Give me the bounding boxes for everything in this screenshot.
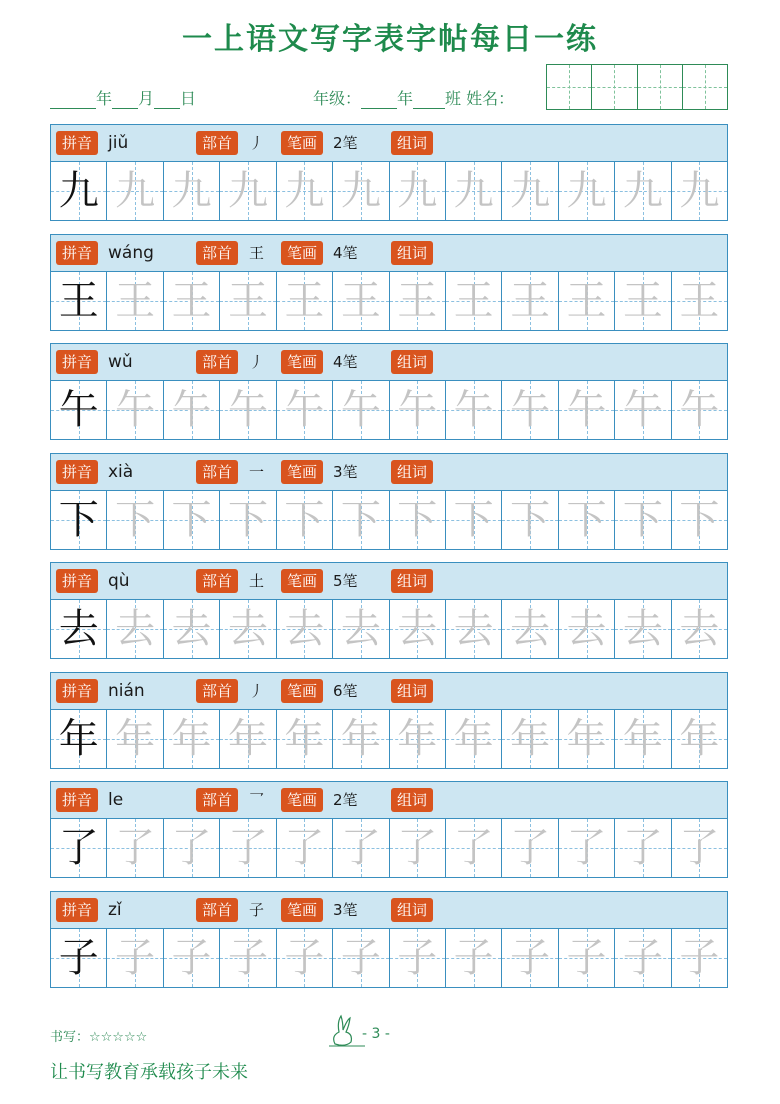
tracing-cell[interactable] <box>672 272 727 330</box>
trace-character: 王 <box>566 277 607 324</box>
trace-character: 去 <box>510 606 551 652</box>
trace-character: 年 <box>397 715 438 762</box>
trace-character: 下 <box>397 496 438 543</box>
writing-grid <box>51 381 727 439</box>
tracing-cell[interactable] <box>107 162 163 220</box>
tracing-cell[interactable] <box>333 162 389 220</box>
character-row <box>50 234 728 331</box>
tracing-cell[interactable] <box>502 381 558 439</box>
trace-character: 了 <box>510 825 551 871</box>
tracing-cell[interactable] <box>277 600 333 658</box>
tracing-cell[interactable] <box>559 710 615 768</box>
tracing-cell[interactable] <box>446 819 502 877</box>
writing-grid <box>51 929 727 987</box>
trace-character: 年 <box>171 715 212 762</box>
trace-character: 子 <box>284 934 325 981</box>
pinyin-tag: 拼音 <box>56 460 98 484</box>
tracing-cell[interactable] <box>107 710 163 768</box>
pinyin-value: qù <box>108 571 130 591</box>
trace-character: 年 <box>679 715 720 762</box>
tracing-cell[interactable] <box>559 819 615 877</box>
tracing-cell[interactable] <box>390 381 446 439</box>
tracing-cell[interactable] <box>502 600 558 658</box>
tracing-cell[interactable] <box>333 381 389 439</box>
trace-character: 下 <box>510 496 551 543</box>
trace-character: 午 <box>171 387 212 433</box>
strokes-value: 3笔 <box>333 900 358 919</box>
tracing-cell[interactable] <box>107 929 163 987</box>
words-tag: 组词 <box>391 241 433 265</box>
tracing-cell[interactable] <box>107 381 163 439</box>
trace-character: 子 <box>397 934 438 981</box>
trace-character: 九 <box>171 168 212 214</box>
trace-character: 九 <box>622 168 663 214</box>
trace-character: 去 <box>284 606 325 652</box>
tracing-cell[interactable] <box>164 272 220 330</box>
grade-line <box>313 86 514 109</box>
trace-character: 去 <box>453 606 494 652</box>
strokes-value: 2笔 <box>333 791 358 809</box>
tracing-cell[interactable] <box>615 710 671 768</box>
tracing-cell[interactable] <box>277 491 333 549</box>
trace-character: 下 <box>622 496 663 543</box>
trace-character: 九 <box>453 168 494 214</box>
strokes-tag: 笔画 <box>281 788 323 812</box>
trace-character: 下 <box>171 496 212 543</box>
pinyin-tag: 拼音 <box>56 350 98 374</box>
tracing-cell[interactable] <box>164 819 220 877</box>
trace-character: 下 <box>284 496 325 543</box>
trace-character: 九 <box>397 168 438 214</box>
slogan: 让书写教育承载孩子未来 <box>50 1062 248 1083</box>
radical-value: 乛 <box>249 791 265 809</box>
tracing-cell[interactable] <box>390 819 446 877</box>
trace-character: 年 <box>340 715 381 762</box>
trace-character: 王 <box>171 277 212 324</box>
tracing-cell[interactable] <box>559 929 615 987</box>
trace-character: 了 <box>397 825 438 871</box>
radical-tag: 部首 <box>196 131 238 155</box>
tracing-cell[interactable] <box>220 929 276 987</box>
model-character: 下 <box>58 496 99 543</box>
words-tag: 组词 <box>391 569 433 593</box>
page-number: - 3 - <box>362 1026 390 1042</box>
tracing-cell[interactable] <box>164 491 220 549</box>
trace-character: 午 <box>566 387 607 433</box>
pinyin-value: wǔ <box>108 352 133 372</box>
grade-blank[interactable] <box>361 92 397 109</box>
trace-character: 去 <box>397 606 438 652</box>
radical-tag: 部首 <box>196 460 238 484</box>
month-label: 月 <box>138 89 155 108</box>
radical-value: 子 <box>249 900 265 919</box>
pinyin-tag: 拼音 <box>56 679 98 703</box>
words-tag: 组词 <box>391 788 433 812</box>
words-tag: 组词 <box>391 350 433 374</box>
tracing-cell[interactable] <box>220 710 276 768</box>
tracing-cell[interactable] <box>672 819 727 877</box>
radical-tag: 部首 <box>196 898 238 922</box>
tracing-cell[interactable] <box>333 600 389 658</box>
radical-tag: 部首 <box>196 241 238 265</box>
pinyin-value: zǐ <box>108 899 122 920</box>
character-info-bar <box>51 454 727 491</box>
character-row <box>50 562 728 659</box>
trace-character: 下 <box>340 496 381 543</box>
tracing-cell[interactable] <box>502 162 558 220</box>
grade-year-label: 年 <box>397 89 414 108</box>
tracing-cell[interactable] <box>559 381 615 439</box>
writing-rating: 书写：☆☆☆☆☆ <box>50 1030 148 1045</box>
tracing-cell[interactable] <box>333 491 389 549</box>
trace-character: 午 <box>115 387 156 433</box>
trace-character: 年 <box>566 715 607 762</box>
character-info-bar <box>51 235 727 272</box>
trace-character: 年 <box>622 715 663 762</box>
tracing-cell[interactable] <box>277 819 333 877</box>
trace-character: 王 <box>679 277 720 324</box>
tracing-cell[interactable] <box>672 710 727 768</box>
words-tag: 组词 <box>391 679 433 703</box>
tracing-cell[interactable] <box>672 600 727 658</box>
words-tag: 组词 <box>391 131 433 155</box>
tracing-cell[interactable] <box>559 272 615 330</box>
trace-character: 去 <box>566 606 607 652</box>
trace-character: 王 <box>510 277 551 324</box>
trace-character: 王 <box>453 277 494 324</box>
model-character-cell <box>51 929 107 987</box>
tracing-cell[interactable] <box>672 491 727 549</box>
model-character-cell <box>51 381 107 439</box>
tracing-cell[interactable] <box>615 162 671 220</box>
trace-character: 子 <box>566 934 607 981</box>
character-info-bar <box>51 125 727 162</box>
model-character-cell <box>51 491 107 549</box>
trace-character: 子 <box>622 934 663 981</box>
pinyin-value: nián <box>108 680 145 701</box>
trace-character: 下 <box>115 496 156 543</box>
trace-character: 午 <box>284 387 325 433</box>
pinyin-tag: 拼音 <box>56 131 98 155</box>
trace-character: 午 <box>510 387 551 433</box>
tracing-cell[interactable] <box>220 600 276 658</box>
tracing-cell[interactable] <box>390 491 446 549</box>
tracing-cell[interactable] <box>164 162 220 220</box>
year-blank[interactable] <box>50 92 96 109</box>
tracing-cell[interactable] <box>672 162 727 220</box>
tracing-cell[interactable] <box>164 600 220 658</box>
strokes-value: 4笔 <box>333 353 358 371</box>
model-character-cell <box>51 162 107 220</box>
tracing-cell[interactable] <box>390 710 446 768</box>
radical-value: 王 <box>249 243 265 262</box>
radical-value: 丿 <box>249 681 265 700</box>
trace-character: 九 <box>679 168 720 214</box>
writing-grid <box>51 272 727 330</box>
strokes-value: 2笔 <box>333 134 358 152</box>
character-info-bar <box>51 563 727 600</box>
tracing-cell[interactable] <box>615 491 671 549</box>
character-info-bar <box>51 673 727 710</box>
trace-character: 下 <box>679 496 720 543</box>
words-tag: 组词 <box>391 460 433 484</box>
trace-character: 了 <box>227 825 268 871</box>
trace-character: 子 <box>510 934 551 981</box>
tracing-cell[interactable] <box>333 929 389 987</box>
character-row <box>50 124 728 221</box>
trace-character: 午 <box>622 387 663 433</box>
pinyin-value: wáng <box>108 242 154 263</box>
tracing-cell[interactable] <box>446 929 502 987</box>
radical-tag: 部首 <box>196 679 238 703</box>
date-line <box>50 86 196 109</box>
tracing-cell[interactable] <box>164 710 220 768</box>
tracing-cell[interactable] <box>446 381 502 439</box>
trace-character: 子 <box>227 934 268 981</box>
name-writing-grid[interactable] <box>546 64 728 110</box>
tracing-cell[interactable] <box>220 381 276 439</box>
words-tag: 组词 <box>391 898 433 922</box>
tracing-cell[interactable] <box>390 162 446 220</box>
pinyin-tag: 拼音 <box>56 788 98 812</box>
trace-character: 子 <box>171 934 212 981</box>
trace-character: 王 <box>622 277 663 324</box>
trace-character: 了 <box>340 825 381 871</box>
trace-character: 去 <box>115 606 156 652</box>
character-info-bar <box>51 344 727 381</box>
pinyin-tag: 拼音 <box>56 241 98 265</box>
writing-grid <box>51 710 727 768</box>
character-row <box>50 453 728 550</box>
model-character: 去 <box>58 606 99 652</box>
tracing-cell[interactable] <box>559 600 615 658</box>
model-character: 年 <box>58 715 99 762</box>
tracing-cell[interactable] <box>615 929 671 987</box>
pinyin-value: jiǔ <box>108 133 129 153</box>
trace-character: 下 <box>227 496 268 543</box>
pinyin-value: le <box>108 790 124 810</box>
tracing-cell[interactable] <box>502 819 558 877</box>
tracing-cell[interactable] <box>446 491 502 549</box>
strokes-value: 3笔 <box>333 462 358 481</box>
tracing-cell[interactable] <box>333 710 389 768</box>
character-row <box>50 672 728 769</box>
tracing-cell[interactable] <box>164 929 220 987</box>
tracing-cell[interactable] <box>220 819 276 877</box>
tracing-cell[interactable] <box>390 929 446 987</box>
trace-character: 了 <box>171 825 212 871</box>
model-character: 午 <box>58 387 99 433</box>
tracing-cell[interactable] <box>277 162 333 220</box>
radical-tag: 部首 <box>196 569 238 593</box>
page-title: 一上语文写字表字帖每日一练 <box>182 22 598 57</box>
grade-label: 年级： <box>313 89 362 108</box>
trace-character: 去 <box>340 606 381 652</box>
tracing-cell[interactable] <box>277 710 333 768</box>
radical-value: 丿 <box>249 134 265 152</box>
trace-character: 年 <box>453 715 494 762</box>
trace-character: 王 <box>284 277 325 324</box>
tracing-cell[interactable] <box>220 162 276 220</box>
trace-character: 下 <box>453 496 494 543</box>
tracing-cell[interactable] <box>615 272 671 330</box>
model-character-cell <box>51 272 107 330</box>
strokes-value: 4笔 <box>333 243 358 262</box>
writing-grid <box>51 491 727 549</box>
tracing-cell[interactable] <box>615 819 671 877</box>
trace-character: 九 <box>510 168 551 214</box>
strokes-tag: 笔画 <box>281 131 323 155</box>
tracing-cell[interactable] <box>559 162 615 220</box>
tracing-cell[interactable] <box>446 600 502 658</box>
tracing-cell[interactable] <box>559 491 615 549</box>
trace-character: 子 <box>340 934 381 981</box>
name-cell[interactable] <box>683 65 727 109</box>
tracing-cell[interactable] <box>615 381 671 439</box>
tracing-cell[interactable] <box>390 272 446 330</box>
strokes-value: 5笔 <box>333 572 358 590</box>
trace-character: 去 <box>227 606 268 652</box>
model-character: 王 <box>58 277 99 324</box>
strokes-tag: 笔画 <box>281 241 323 265</box>
radical-value: 一 <box>249 462 265 481</box>
trace-character: 王 <box>340 277 381 324</box>
trace-character: 九 <box>340 168 381 214</box>
name-cell[interactable] <box>547 65 592 109</box>
strokes-tag: 笔画 <box>281 350 323 374</box>
tracing-cell[interactable] <box>333 272 389 330</box>
strokes-tag: 笔画 <box>281 679 323 703</box>
trace-character: 九 <box>566 168 607 214</box>
trace-character: 去 <box>622 606 663 652</box>
trace-character: 九 <box>115 168 156 214</box>
tracing-cell[interactable] <box>672 929 727 987</box>
tracing-cell[interactable] <box>502 929 558 987</box>
character-row <box>50 891 728 988</box>
trace-character: 去 <box>679 606 720 652</box>
tracing-cell[interactable] <box>277 929 333 987</box>
tracing-cell[interactable] <box>502 272 558 330</box>
pinyin-tag: 拼音 <box>56 898 98 922</box>
trace-character: 子 <box>115 934 156 981</box>
name-cell[interactable] <box>592 65 637 109</box>
strokes-value: 6笔 <box>333 681 358 700</box>
radical-value: 丿 <box>249 353 265 371</box>
model-character-cell <box>51 600 107 658</box>
radical-value: 土 <box>249 572 265 590</box>
tracing-cell[interactable] <box>502 710 558 768</box>
trace-character: 午 <box>340 387 381 433</box>
radical-tag: 部首 <box>196 788 238 812</box>
pinyin-tag: 拼音 <box>56 569 98 593</box>
practice-rows <box>50 124 728 1000</box>
model-character: 九 <box>58 168 99 214</box>
tracing-cell[interactable] <box>220 272 276 330</box>
name-cell[interactable] <box>638 65 683 109</box>
trace-character: 午 <box>453 387 494 433</box>
trace-character: 了 <box>115 825 156 871</box>
model-character: 子 <box>58 934 99 981</box>
trace-character: 了 <box>622 825 663 871</box>
trace-character: 午 <box>227 387 268 433</box>
tracing-cell[interactable] <box>502 491 558 549</box>
name-label: 姓名： <box>466 89 515 108</box>
trace-character: 九 <box>227 168 268 214</box>
trace-character: 午 <box>397 387 438 433</box>
model-character-cell <box>51 710 107 768</box>
trace-character: 了 <box>453 825 494 871</box>
pinyin-value: xià <box>108 461 134 482</box>
rabbit-icon <box>325 1010 365 1050</box>
writing-grid <box>51 819 727 877</box>
trace-character: 了 <box>566 825 607 871</box>
tracing-cell[interactable] <box>446 272 502 330</box>
trace-character: 王 <box>397 277 438 324</box>
tracing-cell[interactable] <box>446 710 502 768</box>
character-row <box>50 781 728 878</box>
trace-character: 九 <box>284 168 325 214</box>
day-blank[interactable] <box>154 92 180 109</box>
trace-character: 王 <box>227 277 268 324</box>
strokes-tag: 笔画 <box>281 898 323 922</box>
trace-character: 年 <box>284 715 325 762</box>
trace-character: 午 <box>679 387 720 433</box>
strokes-tag: 笔画 <box>281 460 323 484</box>
trace-character: 年 <box>510 715 551 762</box>
radical-tag: 部首 <box>196 350 238 374</box>
writing-grid <box>51 600 727 658</box>
character-row <box>50 343 728 440</box>
trace-character: 下 <box>566 496 607 543</box>
trace-character: 子 <box>453 934 494 981</box>
tracing-cell[interactable] <box>107 819 163 877</box>
character-info-bar <box>51 782 727 819</box>
tracing-cell[interactable] <box>672 381 727 439</box>
tracing-cell[interactable] <box>107 272 163 330</box>
tracing-cell[interactable] <box>107 491 163 549</box>
tracing-cell[interactable] <box>107 600 163 658</box>
class-label: 班 <box>445 89 462 108</box>
tracing-cell[interactable] <box>277 272 333 330</box>
tracing-cell[interactable] <box>164 381 220 439</box>
model-character: 了 <box>58 825 99 871</box>
tracing-cell[interactable] <box>446 162 502 220</box>
character-info-bar <box>51 892 727 929</box>
tracing-cell[interactable] <box>277 381 333 439</box>
trace-character: 年 <box>115 715 156 762</box>
tracing-cell[interactable] <box>333 819 389 877</box>
tracing-cell[interactable] <box>220 491 276 549</box>
writing-grid <box>51 162 727 220</box>
year-label: 年 <box>96 89 113 108</box>
model-character-cell <box>51 819 107 877</box>
day-label: 日 <box>180 89 197 108</box>
trace-character: 年 <box>227 715 268 762</box>
trace-character: 了 <box>284 825 325 871</box>
trace-character: 了 <box>679 825 720 871</box>
trace-character: 去 <box>171 606 212 652</box>
trace-character: 子 <box>679 934 720 981</box>
strokes-tag: 笔画 <box>281 569 323 593</box>
class-blank[interactable] <box>413 92 445 109</box>
tracing-cell[interactable] <box>390 600 446 658</box>
tracing-cell[interactable] <box>615 600 671 658</box>
month-blank[interactable] <box>112 92 138 109</box>
trace-character: 王 <box>115 277 156 324</box>
